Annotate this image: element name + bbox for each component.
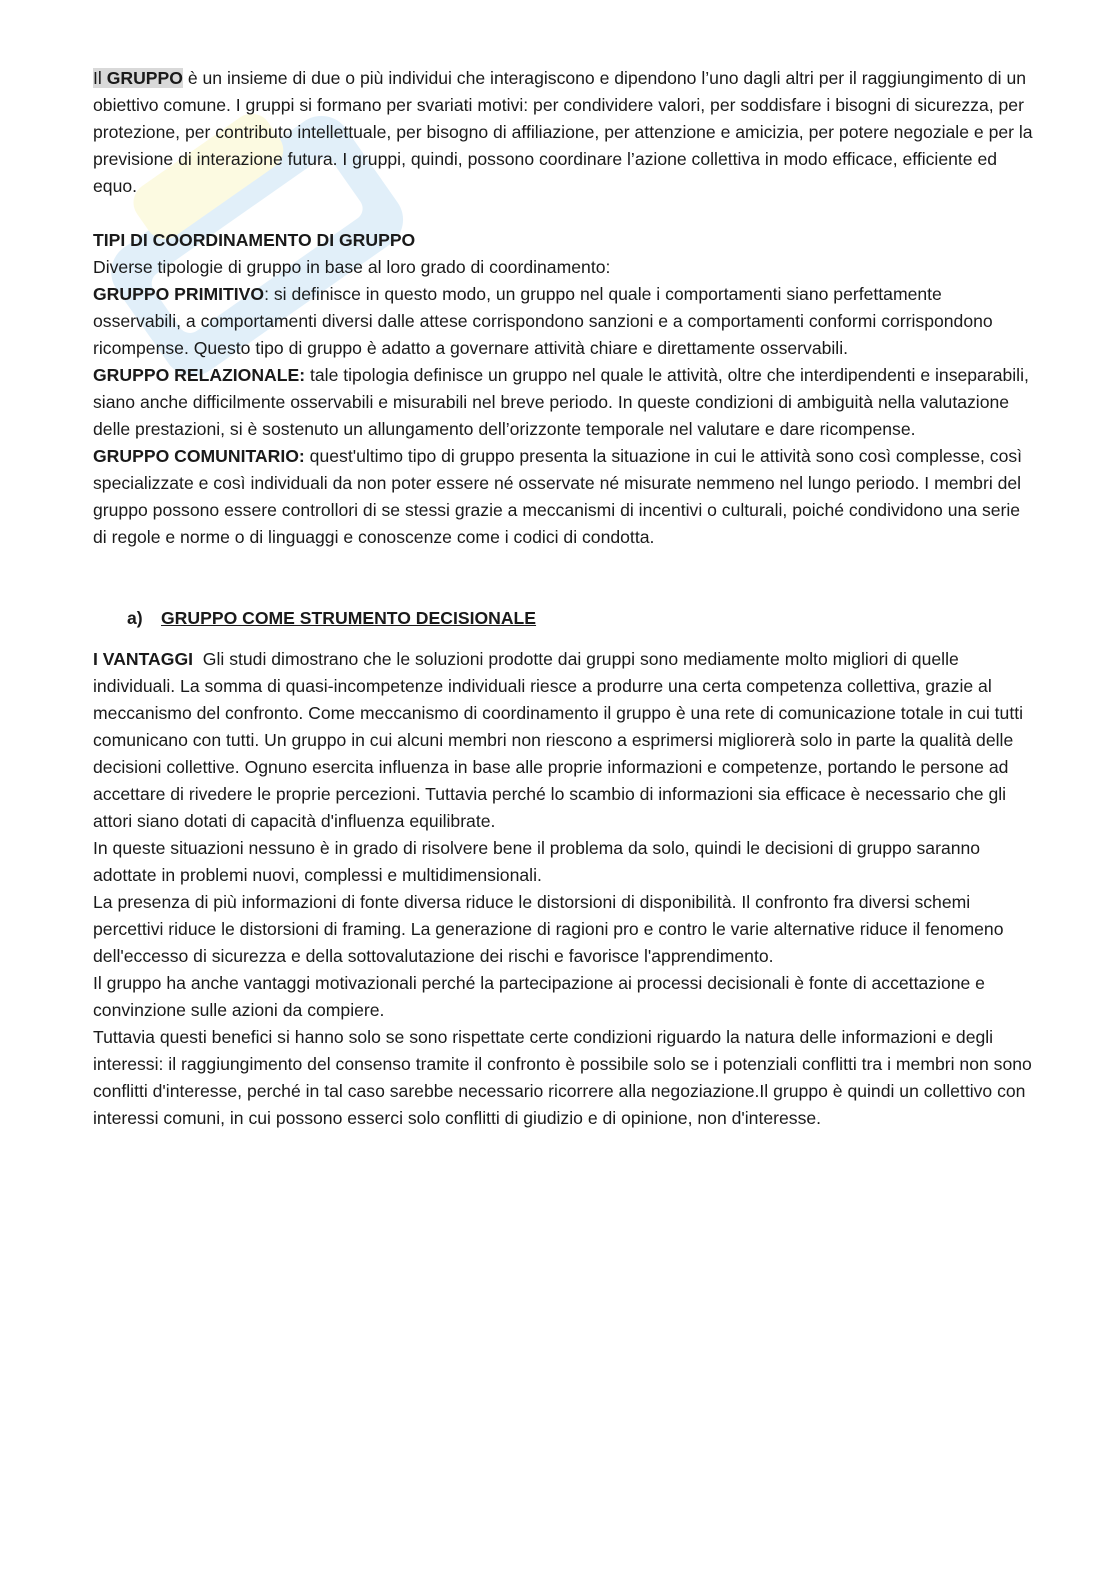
body-paragraph: Tuttavia questi benefici si hanno solo se sono rispettate certe condizioni riguardo la natura delle informazioni e degli interessi: il raggiungimento del consenso tramite il confronto è possibile solo se i potenziali conflitti tra i membri non sono conflitti d'interesse, perché in tal caso sarebbe necessario ricorrere alla negoziazione.Il gruppo è quindi un collettivo con interessi comuni, in cui possono esserci solo conflitti di giudizio e di opinione, non d'interesse. (93, 1027, 1032, 1128)
group-type-primitive: GRUPPO PRIMITIVO: si definisce in questo modo, un gruppo nel quale i comportamenti siano perfettamente osservabili, a comportamenti diversi dalle attese corrispondono sanzioni e a comportamenti conformi corrispondono ricompense. Questo tipo di gruppo è adatto a governare attività chiare e direttamente osservabili. (93, 284, 993, 358)
subsection-title: GRUPPO COME STRUMENTO DECISIONALE (161, 608, 537, 628)
body-paragraph: Il gruppo ha anche vantaggi motivazionali perché la partecipazione ai processi decisionali è fonte di accettazione e convinzione sulle azioni da compiere. (93, 973, 985, 1020)
document-body (93, 65, 1033, 1132)
spacer (93, 200, 1033, 227)
advantages-paragraph: I VANTAGGI Gli studi dimostrano che le soluzioni prodotte dai gruppi sono mediamente molto migliori di quelle individuali. La somma di quasi-incompetenze individuali riesce a produrre una certa competenza collettiva, grazie al meccanismo del confronto. Come meccanismo di coordinamento il gruppo è una rete di comunicazione totale in cui tutti comunicano con tutti. Un gruppo in cui alcuni membri non riescono a esprimersi migliorerà solo in parte la qualità delle decisioni collettive. Ognuno esercita influenza in base alle proprie informazioni e competenze, portando le persone ad accettare di rivedere le proprie percezioni. Tuttavia perché lo scambio di informazioni sia efficace è necessario che gli attori siano dotati di capacità d'influenza equilibrate. (93, 649, 1028, 831)
group-type-relational: GRUPPO RELAZIONALE: tale tipologia definisce un gruppo nel quale le attività, oltre che interdipendenti e inseparabili, siano anche difficilmente osservabili e misurabili nel breve periodo. In queste condizioni di ambiguità nella valutazione delle prestazioni, si è sostenuto un allungamento dell’orizzonte temporale nel valutare e dare ricompense. (93, 365, 1029, 439)
highlighted-term: Il GRUPPO (93, 68, 183, 88)
body-paragraph: La presenza di più informazioni di fonte diversa riduce le distorsioni di disponibilità. Il confronto fra diversi schemi percettivi riduce le distorsioni di framing. La generazione di ragioni pro e contro le varie alternative riduce il fenomeno dell'eccesso di sicurezza e della sottovalutazione dei rischi e favorisce l'apprendimento. (93, 892, 1004, 966)
body-paragraph: In queste situazioni nessuno è in grado di risolvere bene il problema da solo, quindi le decisioni di gruppo saranno adottate in problemi nuovi, complessi e multidimensionali. (93, 838, 981, 885)
section-heading: TIPI DI COORDINAMENTO DI GRUPPO (93, 230, 416, 250)
subsection-heading (127, 605, 1033, 632)
spacer (93, 551, 1033, 605)
spacer (93, 632, 1033, 646)
section-intro: Diverse tipologie di gruppo in base al loro grado di coordinamento: (93, 257, 611, 277)
intro-paragraph: Il GRUPPO è un insieme di due o più individui che interagiscono e dipendono l’uno dagli altri per il raggiungimento di un obiettivo comune. I gruppi si formano per svariati motivi: per condividere valori, per soddisfare i bisogni di sicurezza, per protezione, per contributo intellettuale, per bisogno di affiliazione, per attenzione e amicizia, per potere negoziale e per la previsione di interazione futura. I gruppi, quindi, possono coordinare l’azione collettiva in modo efficace, efficiente ed equo. (93, 68, 1033, 196)
group-type-community: GRUPPO COMUNITARIO: quest'ultimo tipo di gruppo presenta la situazione in cui le attività sono così complesse, così specializzate e così individuali da non poter essere né osservate né misurate nemmeno nel lungo periodo. I membri del gruppo possono essere controllori di se stessi grazie a meccanismi di incentivi o culturali, poiché condividono una serie di regole e norme o di linguaggi e conoscenze come i codici di condotta. (93, 446, 1023, 547)
subsection-letter: a) (127, 608, 143, 628)
